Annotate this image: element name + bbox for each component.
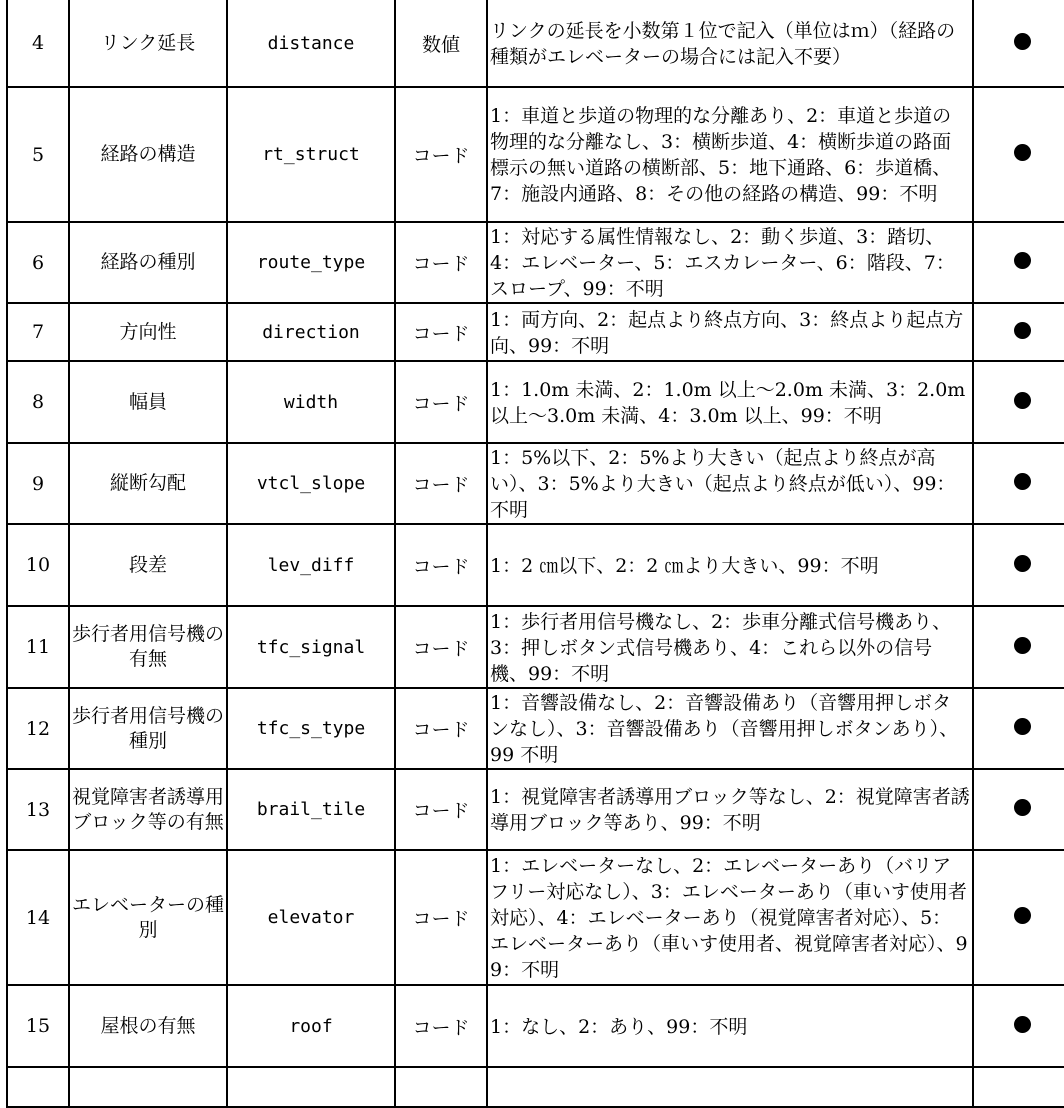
row-number: 14 [7,850,69,985]
required-dot-icon [1014,1016,1031,1033]
item-name: 経路の構造 [69,87,227,222]
data-type: コード [395,606,487,688]
field-name: rt_struct [227,87,395,222]
required-mark [973,303,1064,361]
description: 1：1.0m 未満、2：1.0m 以上～2.0m 未満、3：2.0m 以上～3.0m 未満、4：3.0m 以上、99：不明 [487,361,973,443]
data-type: コード [395,850,487,985]
required-mark [973,222,1064,303]
item-name: リンク延長 [69,0,227,87]
row-number: 8 [7,361,69,443]
item-name: 方向性 [69,303,227,361]
row-number: 5 [7,87,69,222]
description: 1：音響設備なし、2：音響設備あり（音響用押しボタンなし）、3：音響設備あり（音響用押しボタンあり）、99 不明 [487,688,973,769]
required-mark [973,0,1064,87]
table-row [7,985,1064,1067]
description: 1：エレベーターなし、2：エレベーターあり（バリアフリー対応なし）、3：エレベーターあり（車いす使用者対応）、4：エレベーターあり（視覚障害者対応）、5：エレベーターあり（車いす使用者、視覚障害者対応）、99：不明 [487,850,973,985]
table-row [7,361,1064,443]
required-dot-icon [1014,637,1031,654]
required-mark [973,87,1064,222]
data-type: コード [395,524,487,606]
description: 1：なし、2：あり、99：不明 [487,985,973,1067]
required-dot-icon [1014,555,1031,572]
description: 1：車道と歩道の物理的な分離あり、2：車道と歩道の物理的な分離なし、3：横断歩道、4：横断歩道の路面標示の無い道路の横断部、5：地下通路、6：歩道橋、7：施設内通路、8：その他の経路の構造、99：不明 [487,87,973,222]
required-mark [973,769,1064,850]
row-number: 6 [7,222,69,303]
required-dot-icon [1014,252,1031,269]
required-dot-icon [1014,907,1031,924]
description: 1：2 ㎝以下、2：2 ㎝より大きい、99：不明 [487,524,973,606]
field-name: route_type [227,222,395,303]
field-name: brail_tile [227,769,395,850]
table-row [7,222,1064,303]
row-number: 9 [7,443,69,524]
field-name: tfc_signal [227,606,395,688]
table-row [7,850,1064,985]
field-name: elevator [227,850,395,985]
row-number: 12 [7,688,69,769]
table-row [7,0,1064,87]
field-name: tfc_s_type [227,688,395,769]
data-type: 数値 [395,0,487,87]
row-number: 15 [7,985,69,1067]
row-number: 11 [7,606,69,688]
required-mark [973,985,1064,1067]
table-row [7,769,1064,850]
row-number: 7 [7,303,69,361]
required-mark [973,443,1064,524]
data-type: コード [395,87,487,222]
description: 1：歩行者用信号機なし、2：歩車分離式信号機あり、3：押しボタン式信号機あり、4：これら以外の信号機、99：不明 [487,606,973,688]
item-name: 幅員 [69,361,227,443]
required-dot-icon [1014,144,1031,161]
required-mark [973,361,1064,443]
data-type: コード [395,985,487,1067]
field-name: distance [227,0,395,87]
item-name: 縦断勾配 [69,443,227,524]
required-mark [973,850,1064,985]
item-name: 屋根の有無 [69,985,227,1067]
table-row [7,303,1064,361]
row-number: 13 [7,769,69,850]
required-dot-icon [1014,33,1031,50]
data-type: コード [395,769,487,850]
item-name: エレベーターの種別 [69,850,227,985]
table-row [7,688,1064,769]
required-mark [973,524,1064,606]
description: 1：両方向、2：起点より終点方向、3：終点より起点方向、99：不明 [487,303,973,361]
item-name: 歩行者用信号機の有無 [69,606,227,688]
required-dot-icon [1014,392,1031,409]
field-name: roof [227,985,395,1067]
row-number: 4 [7,0,69,87]
description: 1：5%以下、2：5%より大きい（起点より終点が高い）、3：5%より大きい（起点より終点が低い）、99：不明 [487,443,973,524]
table-row [7,1067,1064,1107]
required-dot-icon [1014,718,1031,735]
required-mark [973,606,1064,688]
field-name: direction [227,303,395,361]
data-type: コード [395,443,487,524]
table-row [7,443,1064,524]
required-mark [973,688,1064,769]
item-name: 歩行者用信号機の種別 [69,688,227,769]
required-dot-icon [1014,473,1031,490]
description: 1：対応する属性情報なし、2：動く歩道、3：踏切、4：エレベーター、5：エスカレーター、6：階段、7：スロープ、99：不明 [487,222,973,303]
item-name: 段差 [69,524,227,606]
field-name: lev_diff [227,524,395,606]
item-name: 経路の種別 [69,222,227,303]
description: 1：視覚障害者誘導用ブロック等なし、2：視覚障害者誘導用ブロック等あり、99：不明 [487,769,973,850]
required-dot-icon [1014,799,1031,816]
item-name: 視覚障害者誘導用ブロック等の有無 [69,769,227,850]
field-name: width [227,361,395,443]
attribute-table [6,0,1064,1108]
data-type: コード [395,688,487,769]
table-row [7,87,1064,222]
data-type: コード [395,361,487,443]
data-type: コード [395,303,487,361]
field-name: vtcl_slope [227,443,395,524]
table-row [7,606,1064,688]
row-number: 10 [7,524,69,606]
data-type: コード [395,222,487,303]
table-row [7,524,1064,606]
description: リンクの延長を小数第１位で記入（単位はｍ）（経路の種類がエレベーターの場合には記入不要） [487,0,973,87]
required-dot-icon [1014,322,1031,339]
